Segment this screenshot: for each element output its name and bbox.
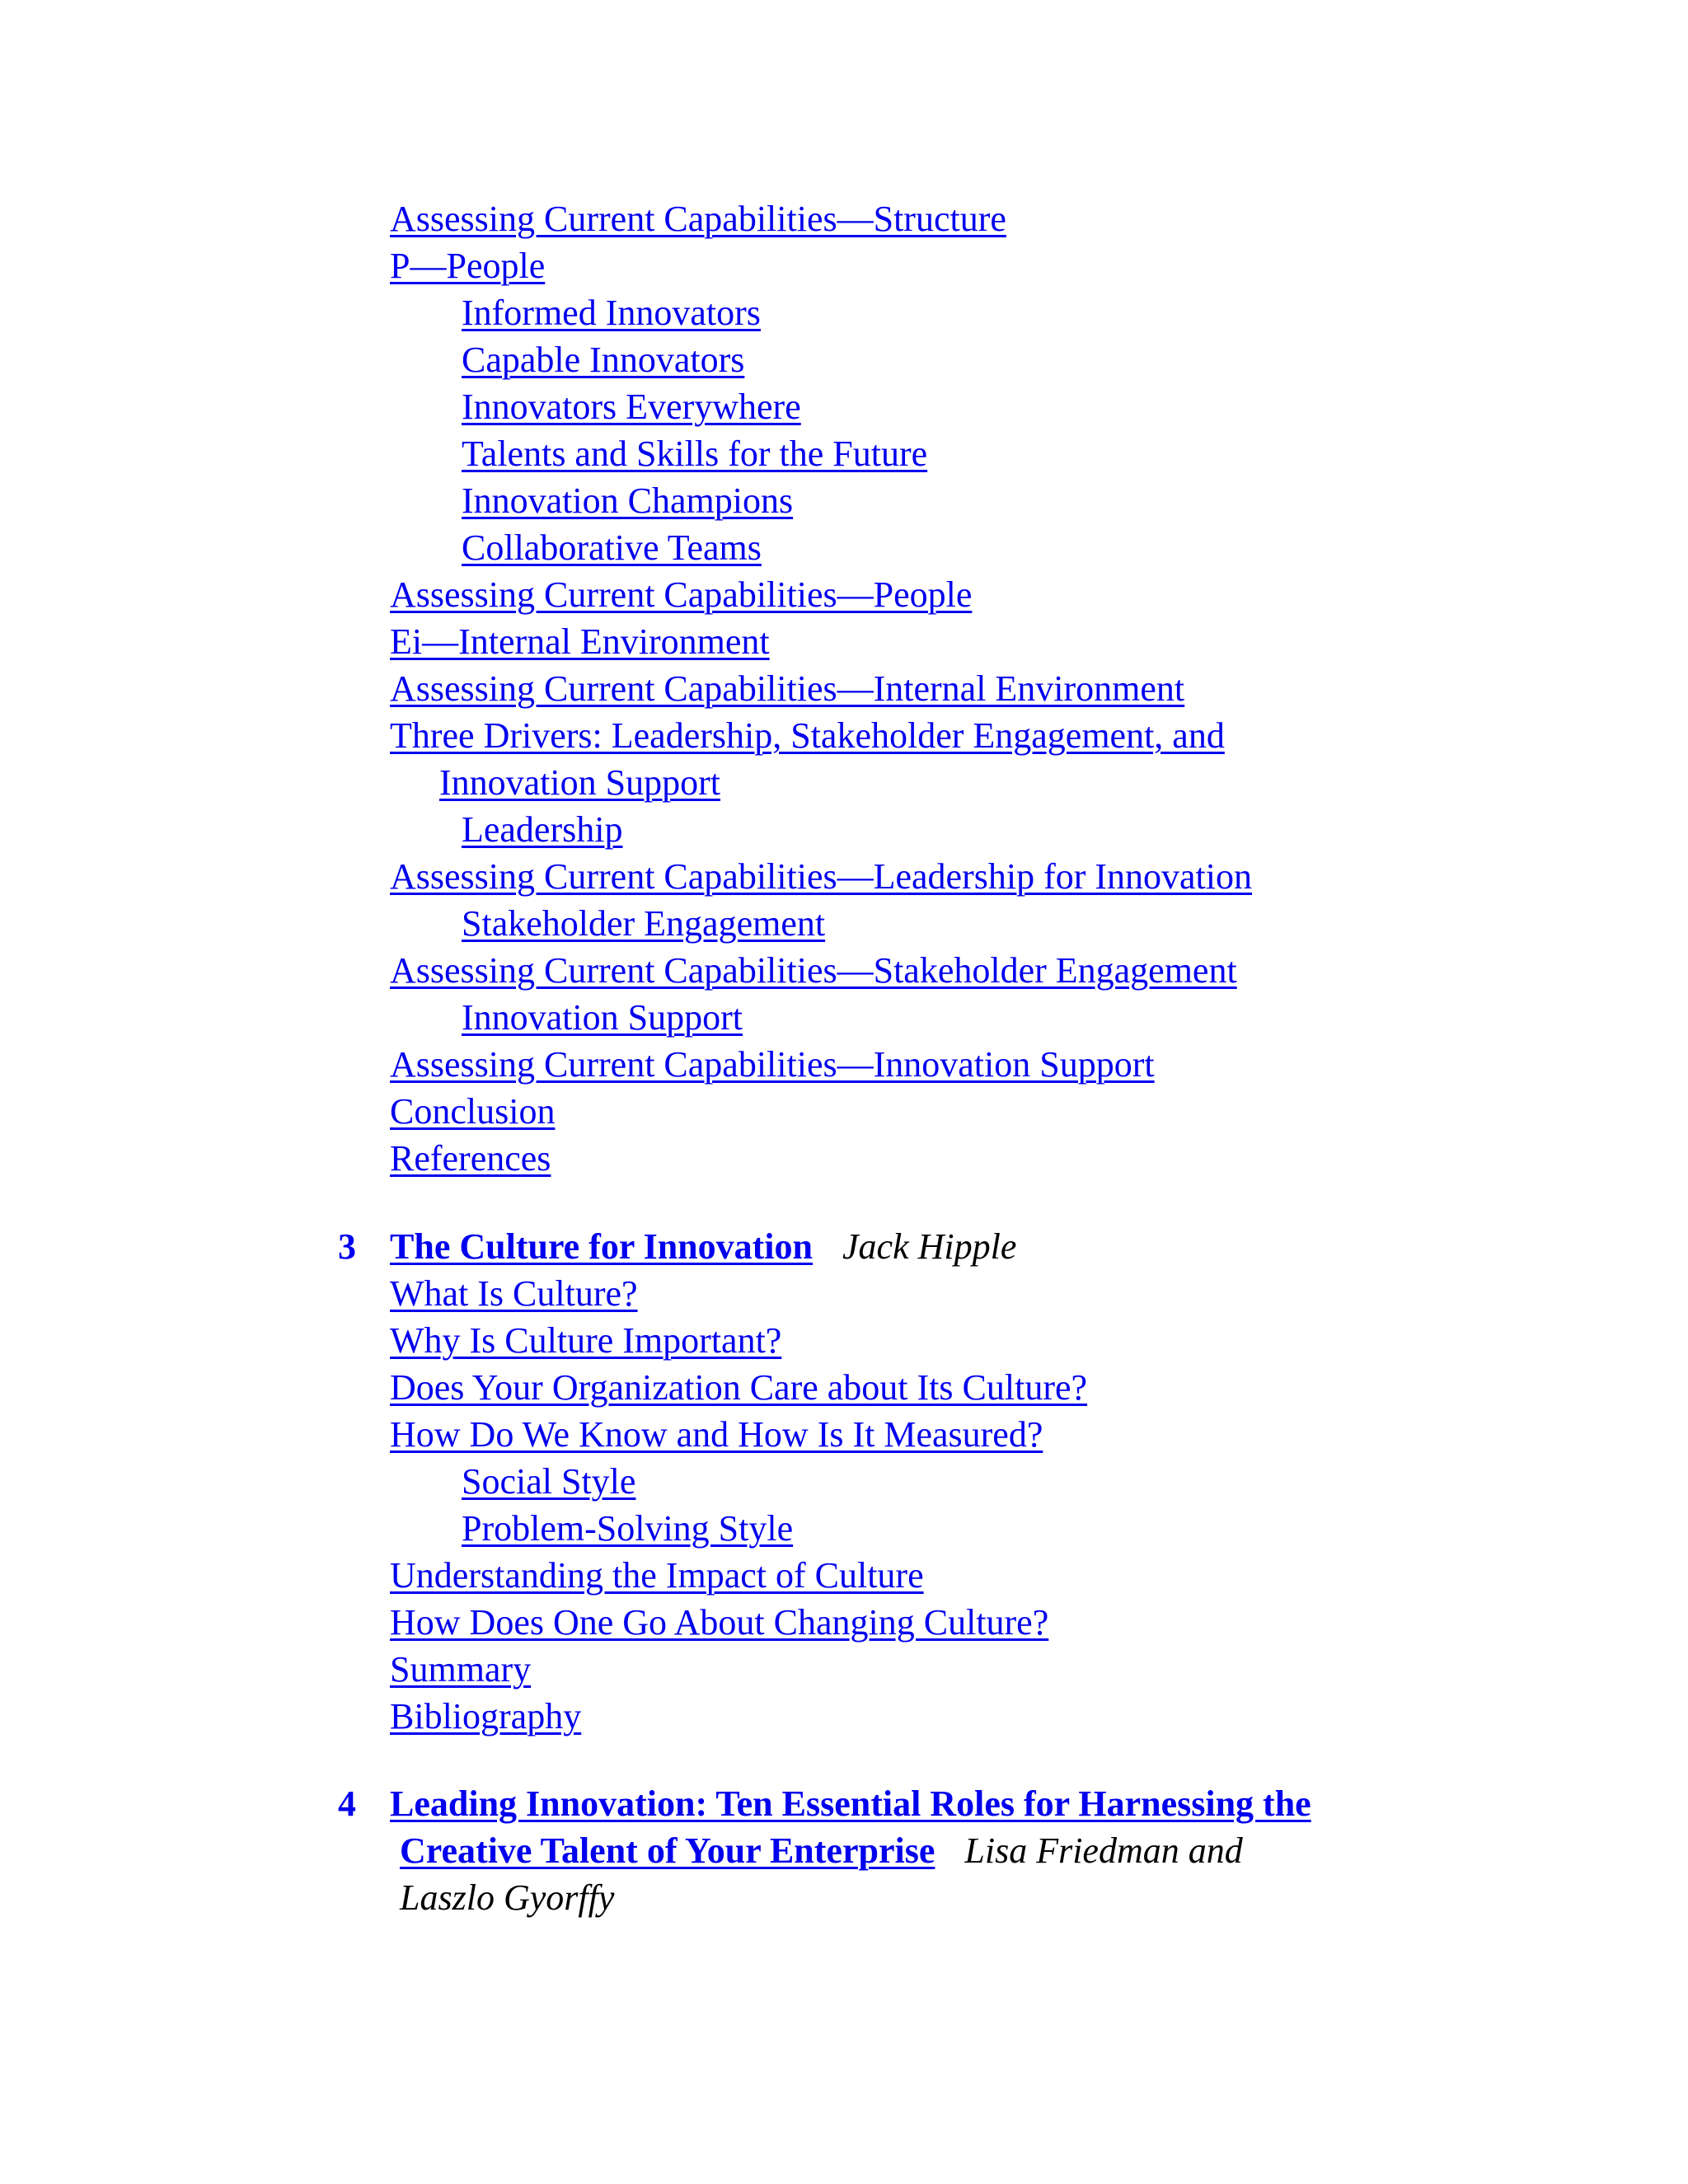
toc-entry[interactable] [390,1599,1048,1646]
toc-link[interactable]: Problem-Solving Style [462,1508,794,1549]
toc-link[interactable]: Innovation Support [462,997,743,1038]
toc-link[interactable]: References [390,1138,551,1179]
chapter-link[interactable] [338,1226,813,1267]
toc-entry[interactable] [390,853,1252,900]
toc-subentry[interactable] [462,900,825,947]
toc-entry[interactable] [390,1041,1155,1088]
toc-link[interactable]: Capable Innovators [462,340,745,380]
toc-entry[interactable] [390,1646,531,1693]
chapter-title: The Culture for Innovation [390,1226,814,1267]
toc-entry[interactable] [390,1364,1087,1411]
toc-entry-continuation[interactable] [439,759,720,806]
toc-link[interactable]: Three Drivers: Leadership, Stakeholder Engagement, and [390,715,1225,756]
toc-link[interactable]: Ei—Internal Environment [390,621,770,662]
toc-link[interactable]: Assessing Current Capabilities—Internal Environment [390,668,1185,709]
toc-link[interactable]: Informed Innovators [462,293,761,333]
toc-entry[interactable] [390,1411,1043,1458]
toc-entry[interactable] [390,1317,781,1364]
toc-subentry[interactable] [462,806,622,853]
toc-link[interactable]: Social Style [462,1461,636,1502]
chapter-author-continuation: Laszlo Gyorffy [400,1877,615,1918]
toc-link[interactable]: What Is Culture? [390,1273,638,1314]
toc-subentry[interactable] [462,477,793,524]
toc-link[interactable]: Innovation Champions [462,480,794,521]
toc-link[interactable]: Assessing Current Capabilities—Innovation Support [390,1044,1155,1085]
toc-link[interactable]: Does Your Organization Care about Its Culture? [390,1367,1088,1408]
toc-entry[interactable] [390,195,1006,242]
toc-entry[interactable] [390,712,1225,759]
chapter-title: Leading Innovation: Ten Essential Roles for Harnessing the [390,1783,1311,1824]
toc-entry[interactable] [390,665,1184,712]
toc-link[interactable]: Assessing Current Capabilities—Leadership for Innovation [390,856,1253,897]
toc-link[interactable]: How Does One Go About Changing Culture? [390,1602,1049,1643]
toc-subentry[interactable] [462,430,927,477]
toc-link[interactable]: Assessing Current Capabilities—Structure [390,199,1006,239]
toc-link[interactable]: Assessing Current Capabilities—People [390,574,973,615]
chapter-author: Lisa Friedman and [964,1830,1243,1871]
chapter-heading[interactable] [338,1223,1016,1270]
chapter-link[interactable] [338,1783,1311,1824]
chapter-link[interactable]: Creative Talent of Your Enterprise [400,1830,935,1871]
toc-entry[interactable] [390,1552,924,1599]
toc-link[interactable]: Assessing Current Capabilities—Stakeholder Engagement [390,950,1237,991]
chapter-heading[interactable] [338,1780,1311,1827]
toc-link[interactable]: Leadership [462,809,623,850]
chapter-author: Jack Hipple [842,1226,1017,1267]
toc-subentry[interactable] [462,1505,793,1552]
toc-entry[interactable] [390,242,545,289]
toc-link[interactable]: Understanding the Impact of Culture [390,1555,924,1596]
toc-link[interactable]: P—People [390,246,546,286]
toc-subentry[interactable] [462,383,801,430]
chapter-heading-continuation[interactable] [400,1827,1243,1874]
toc-subentry[interactable] [462,1458,635,1505]
toc-link[interactable]: How Do We Know and How Is It Measured? [390,1414,1043,1455]
toc-subentry[interactable] [462,336,744,383]
toc-entry[interactable] [390,1693,581,1740]
chapter-number: 4 [338,1783,356,1824]
toc-entry[interactable] [390,618,770,665]
toc-entry[interactable] [390,947,1237,994]
toc-link[interactable]: Summary [390,1649,532,1690]
toc-link[interactable]: Collaborative Teams [462,527,762,568]
toc-subentry[interactable] [462,524,762,571]
toc-entry[interactable] [390,1088,555,1135]
toc-entry[interactable] [390,571,972,618]
toc-link[interactable]: Why Is Culture Important? [390,1320,782,1361]
toc-link[interactable]: Stakeholder Engagement [462,903,826,944]
toc-link[interactable]: Conclusion [390,1091,556,1132]
toc-entry[interactable] [390,1135,551,1182]
toc-link[interactable]: Innovators Everywhere [462,387,801,427]
toc-entry[interactable] [390,1270,638,1317]
toc-link[interactable]: Bibliography [390,1696,582,1736]
toc-subentry[interactable] [462,994,743,1041]
chapter-number: 3 [338,1226,356,1267]
toc-link[interactable]: Talents and Skills for the Future [462,434,928,474]
toc-subentry[interactable] [462,289,761,336]
toc-link[interactable]: Innovation Support [439,762,720,803]
